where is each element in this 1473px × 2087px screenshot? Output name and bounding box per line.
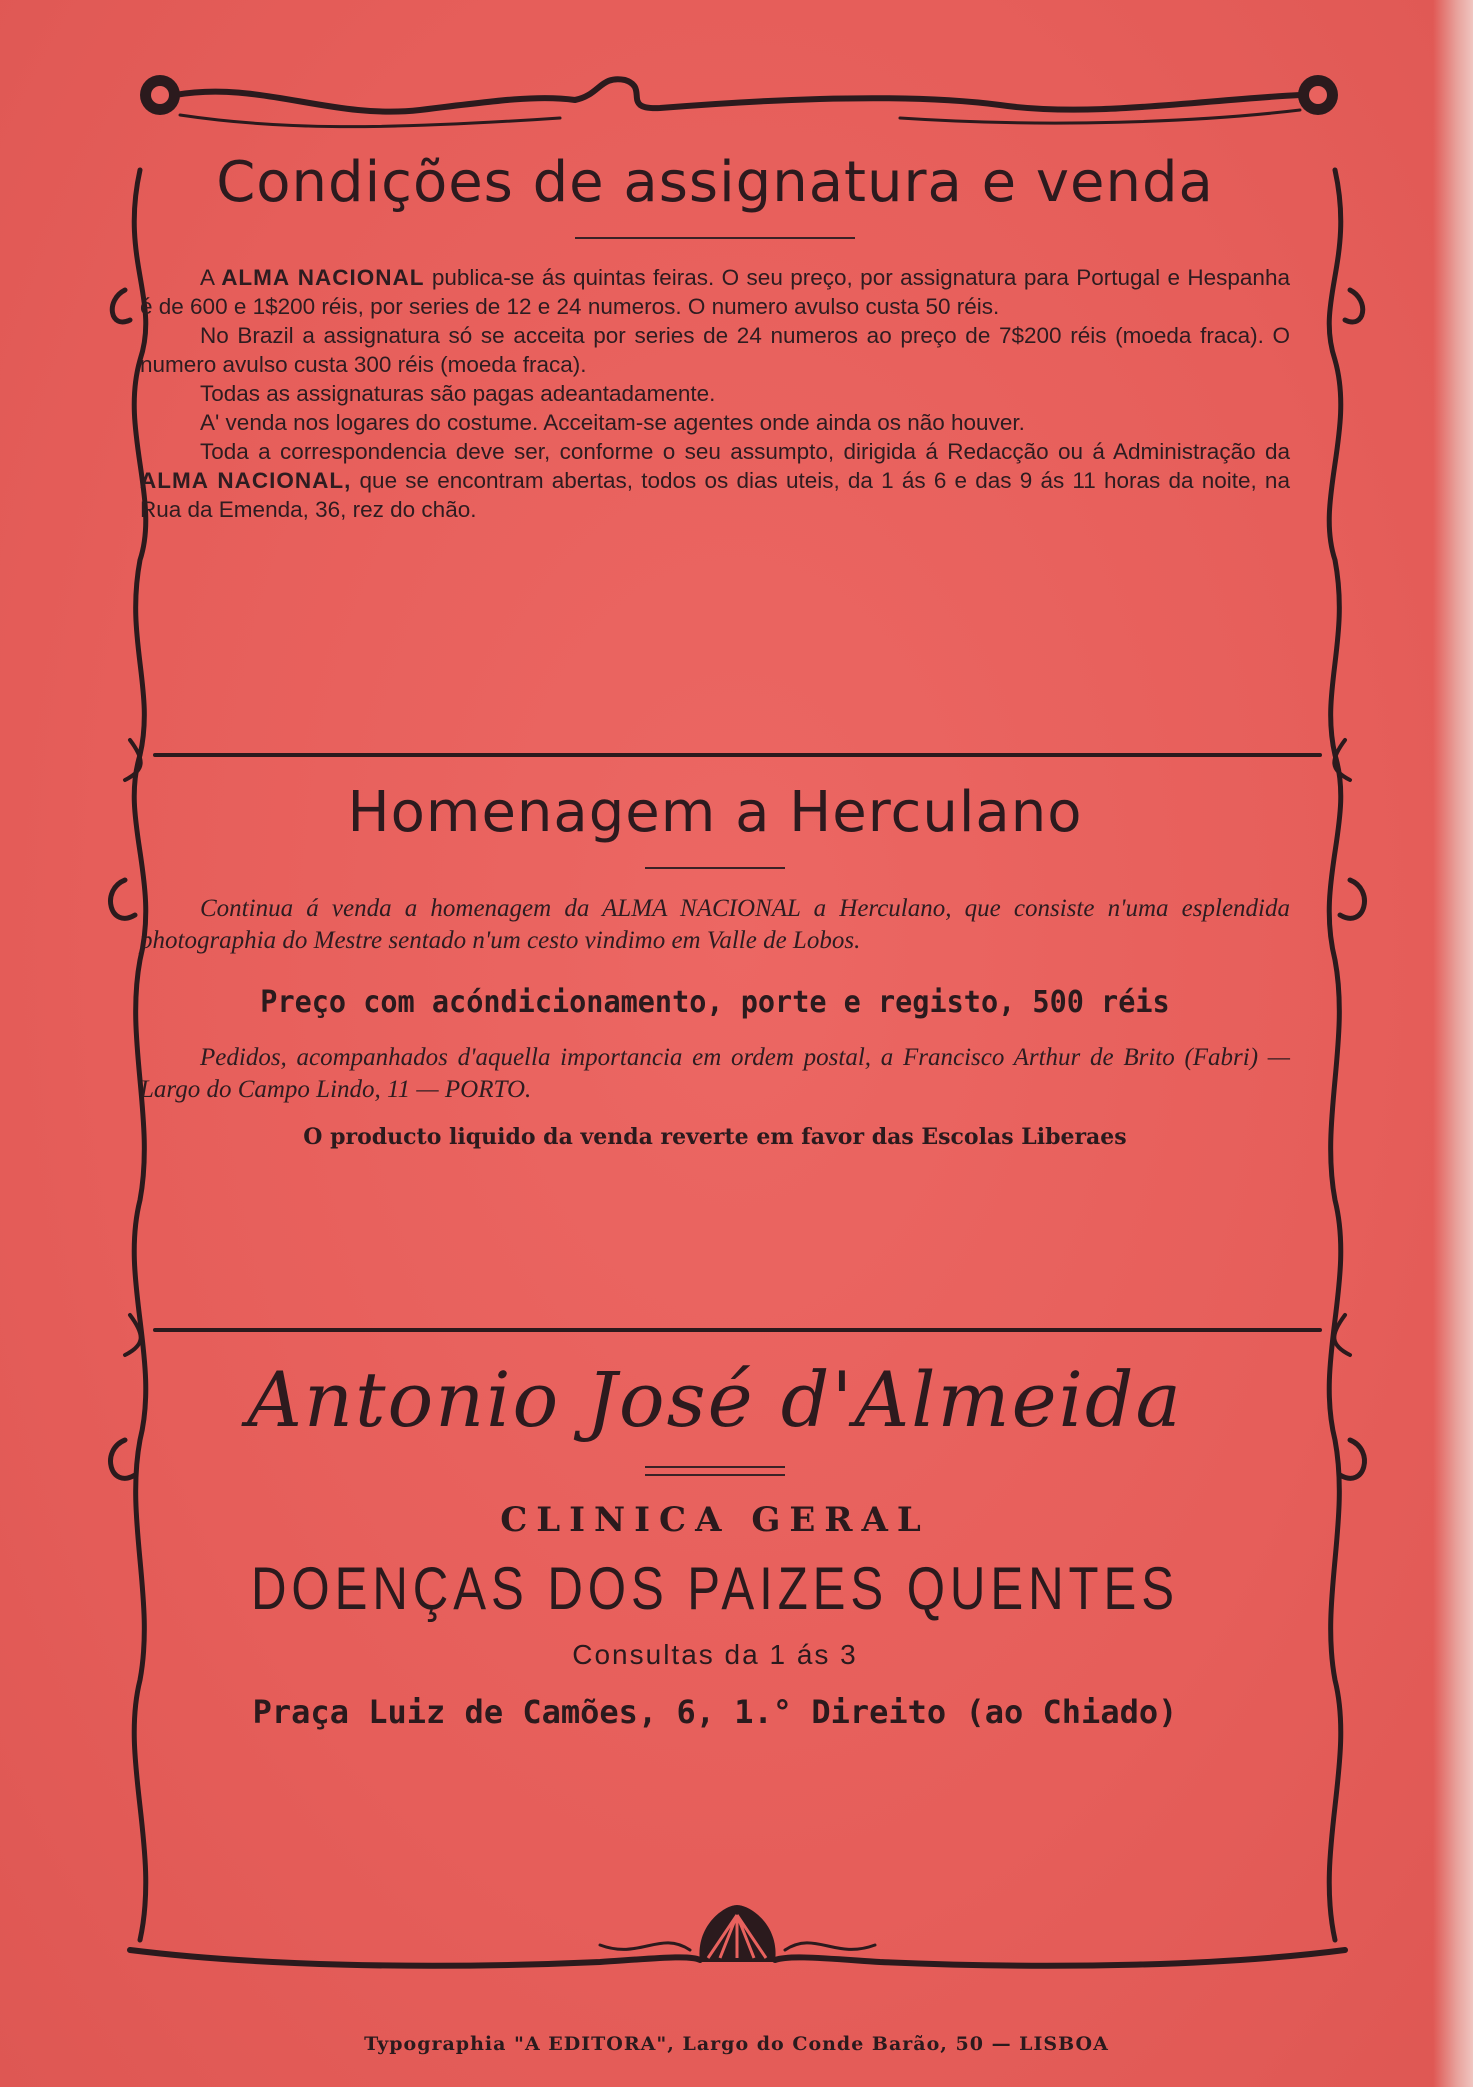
bottom-border — [130, 1950, 700, 1966]
top-border — [175, 79, 1300, 111]
homage-title: Homenagem a Herculano — [347, 780, 1083, 845]
title-rule — [575, 237, 855, 239]
homage-price: Preço com acóndicionamento, porte e registo, 500 réis — [260, 985, 1170, 1020]
homage-rule — [645, 867, 785, 869]
subscription-paragraph-1 — [140, 263, 1290, 321]
doctor-rule — [645, 1466, 785, 1476]
right-border — [1329, 170, 1341, 1940]
doctor-section — [140, 1355, 1290, 1731]
lead-letter: A — [200, 265, 214, 290]
p5-text-a: Toda a correspondencia deve ser, conforme o seu assumpto, dirigida á Redacção ou á Administração da — [200, 439, 1290, 464]
journal-name: ALMA NACIONAL — [221, 265, 425, 290]
doctor-address: Praça Luiz de Camões, 6, 1.° Direito (ao Chiado) — [252, 1693, 1178, 1731]
p3-text: Todas as assignaturas são pagas adeantadamente. — [200, 381, 716, 406]
doctor-hours: Consultas da 1 ás 3 — [572, 1639, 858, 1670]
homage-intro-text: Continua á venda a homenagem da ALMA NACIONAL a Herculano, que consiste n'uma esplendida photographia do Mestre sentado n'um cesto vindimo em Valle de Lobos. — [140, 895, 1290, 954]
p4-text: A' venda nos logares do costume. Acceitam-se agentes onde ainda os não houver. — [200, 410, 1025, 435]
homage-orders — [140, 1042, 1290, 1106]
p5-text-b: que se encontram abertas, todos os dias uteis, da 1 ás 6 e das 9 ás 11 horas da noite, na Rua da Emenda, 36, rez do chão. — [140, 468, 1290, 522]
shell-ornament-icon — [699, 1905, 775, 1962]
doctor-specialty: CLINICA GERAL — [500, 1500, 930, 1540]
p1-text: publica-se ás quintas feiras. O seu preço, por assignatura para Portugal e Hespanha é de 600 e 1$200 réis, por series de 12 e 24 numeros. O numero avulso custa 50 réis. — [140, 265, 1290, 319]
journal-name-2: ALMA NACIONAL, — [140, 468, 352, 493]
subscription-section — [140, 150, 1290, 524]
homage-orders-text: Pedidos, acompanhados d'aquella importancia em ordem postal, a Francisco Arthur de Brito (Fabri) — Largo do Campo Lindo, 11 — PORTO. — [140, 1044, 1290, 1103]
subscription-paragraph-3 — [140, 379, 1290, 408]
homage-section — [140, 780, 1290, 1150]
homage-intro — [140, 893, 1290, 957]
subscription-paragraph-2 — [140, 321, 1290, 379]
p2-text: No Brazil a assignatura só se acceita por series de 24 numeros ao preço de 7$200 réis (moeda fraca). O numero avulso custa 300 réis (moeda fraca). — [140, 323, 1290, 377]
doctor-name: Antonio José d'Almeida — [247, 1355, 1183, 1444]
printer-footer: Typographia "A EDITORA", Largo do Conde Barão, 50 — LISBOA — [364, 2033, 1109, 2055]
subscription-paragraph-5 — [140, 437, 1290, 524]
homage-note: O producto liquido da venda reverte em favor das Escolas Liberaes — [303, 1124, 1127, 1150]
subscription-title: Condições de assignatura e venda — [216, 150, 1214, 215]
doctor-field: DOENÇAS DOS PAIZES QUENTES — [250, 1555, 1180, 1622]
subscription-paragraph-4 — [140, 408, 1290, 437]
